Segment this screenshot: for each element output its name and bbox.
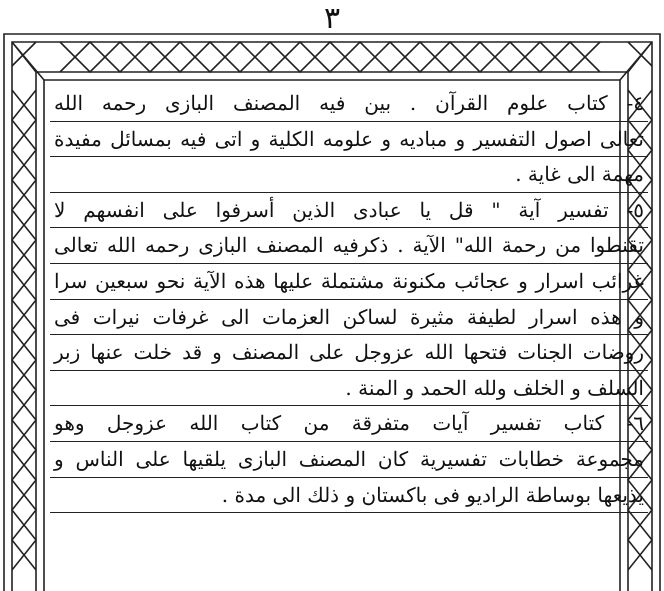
text-line: ٤- كتاب علوم القرآن . بين فيه المصنف البازى رحمه الله (50, 86, 648, 122)
text-line: مجموعة خطابات تفسيرية كان المصنف البازى يلقيها على الناس و (50, 442, 648, 478)
page-number: ٣ (323, 1, 341, 36)
text-line: و هذه اسرار لطيفة مثيرة لساكن العزمات الى غرفات نيرات فى (50, 300, 648, 336)
text-line: ٦- كتاب تفسير آيات متفرقة من كتاب الله عزوجل وهو (50, 406, 648, 442)
text-line: تقنطوا من رحمة الله" الآية . ذكرفيه المصنف البازى رحمه الله تعالى (50, 228, 648, 264)
text-line: يذيعها بوساطة الراديو فى باكستان و ذلك الى مدة . (50, 478, 648, 514)
text-line: غرائب اسرار و عجائب مكنونة مشتملة عليها هذه الآية نحو سبعين سرا (50, 264, 648, 300)
text-line: السلف و الخلف ولله الحمد و المنة . (50, 371, 648, 407)
text-line: روضات الجنات فتحها الله عزوجل على المصنف و قد خلت عنها زبر (50, 335, 648, 371)
text-line: ٥- تفسير آية " قل يا عبادى الذين أسرفوا على انفسهم لا (50, 193, 648, 229)
text-line: مهمة الى غاية . (50, 157, 648, 193)
text-line: تعالى اصول التفسير و مباديه و علومه الكلية و اتى فيه بمسائل مفيدة (50, 122, 648, 158)
text-body (50, 86, 648, 591)
